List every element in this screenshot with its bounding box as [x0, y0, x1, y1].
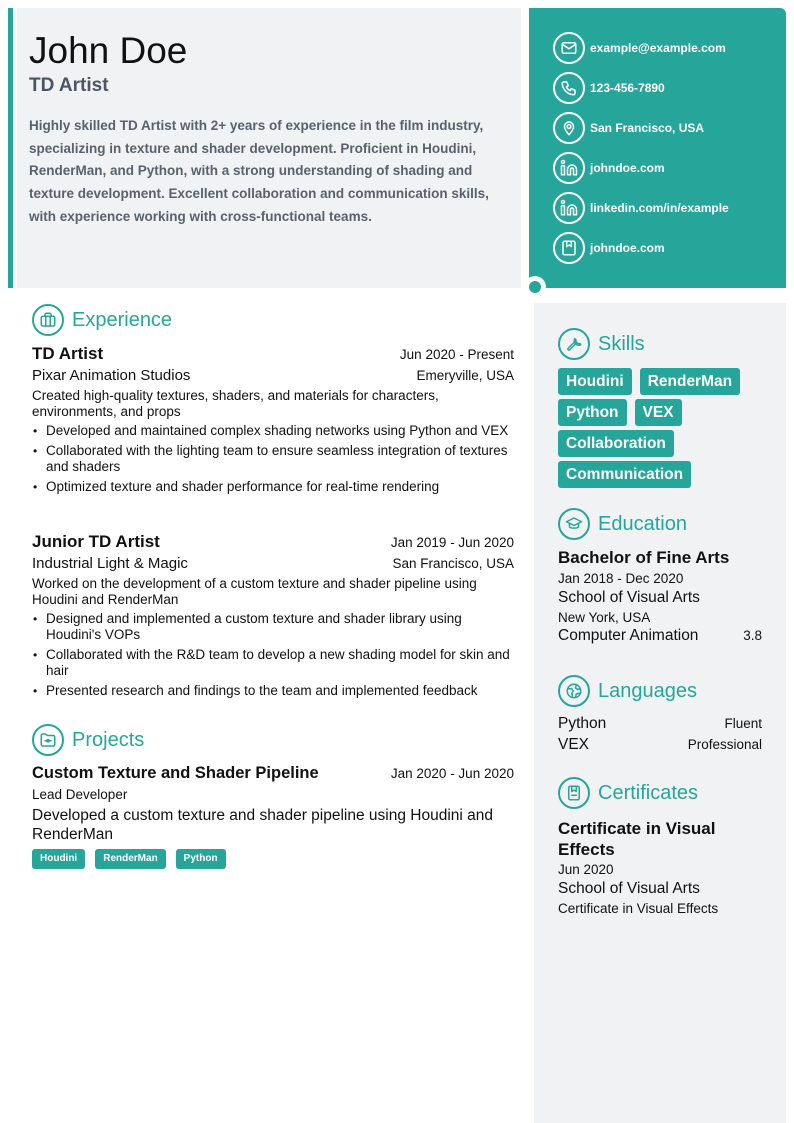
briefcase-icon [32, 304, 64, 336]
education-title: Education [598, 512, 687, 535]
job-company: Pixar Animation Studios [32, 367, 191, 384]
job-date: Jan 2019 - Jun 2020 [390, 535, 514, 550]
job-company: Industrial Light & Magic [32, 555, 188, 572]
job-title: Junior TD Artist [32, 532, 160, 551]
certificate-subtitle: Certificate in Visual Effects [558, 901, 719, 916]
portfolio-icon [553, 232, 585, 264]
education-degree: Bachelor of Fine Arts [558, 548, 730, 567]
project-title: Custom Texture and Shader Pipeline [32, 764, 319, 782]
contact-linkedin[interactable] [553, 192, 729, 224]
certificate-issuer: School of Visual Arts [558, 880, 700, 897]
list-item: • Presented research and findings to the team and implemented feedback [32, 683, 514, 699]
skills-list [558, 368, 762, 492]
candidate-name: John Doe [29, 30, 188, 71]
project-date: Jan 2020 - Jun 2020 [390, 766, 514, 781]
header-summary-panel [17, 8, 521, 288]
projects-title: Projects [72, 728, 145, 751]
languages-list [558, 715, 762, 757]
education-field: Computer Animation [558, 627, 699, 644]
contact-portfolio[interactable] [553, 232, 729, 264]
contact-email[interactable] [553, 32, 729, 64]
phone-icon [553, 72, 585, 104]
contact-email-text: example@example.com [590, 41, 726, 55]
contact-website-text: johndoe.com [590, 161, 665, 175]
list-item: • Collaborated with the lighting team to ensure seamless integration of textures and shaders [32, 443, 514, 475]
projects-heading [32, 724, 144, 756]
contact-location [553, 112, 729, 144]
profile-summary: Highly skilled TD Artist with 2+ years of experience in the film industry, specializing in texture and shader development. Proficient in Houdini, RenderMan, and Python, with a strong understanding of shading and texture development. Excellent collaboration and communication skills, with experience working with cross-functional teams. [29, 118, 489, 224]
project-tag: Python [176, 849, 226, 869]
language-level: Professional [687, 737, 762, 752]
folder-icon [32, 724, 64, 756]
job-title: TD Artist [32, 344, 104, 363]
wrench-icon [558, 328, 590, 360]
project-tag: RenderMan [95, 849, 165, 869]
languages-title: Languages [598, 679, 697, 702]
project-tags [32, 849, 514, 869]
certificates-title: Certificates [598, 781, 699, 804]
job-location: Emeryville, USA [416, 368, 514, 383]
contact-list [553, 32, 729, 272]
timeline-dot [529, 281, 541, 293]
certificate-item [558, 818, 762, 916]
contact-location-text: San Francisco, USA [590, 121, 705, 135]
education-school: School of Visual Arts [558, 589, 700, 606]
list-item: • Collaborated with the R&D team to develop a new shading model for skin and hair [32, 647, 514, 679]
education-location: New York, USA [558, 610, 651, 625]
contact-panel [529, 8, 786, 288]
skill-tag: Houdini [558, 368, 632, 395]
certificates-heading [558, 777, 698, 809]
language-name: Python [558, 715, 607, 732]
education-item [558, 548, 762, 645]
experience-title: Experience [72, 308, 173, 331]
language-level: Fluent [724, 716, 762, 731]
contact-website[interactable] [553, 152, 729, 184]
experience-item [32, 532, 514, 703]
globe-icon [558, 675, 590, 707]
certificate-date: Jun 2020 [558, 862, 614, 877]
project-item [32, 764, 514, 869]
language-row [558, 715, 762, 733]
skill-tag: VEX [635, 399, 682, 426]
education-gpa: 3.8 [743, 628, 762, 643]
experience-item [32, 344, 514, 499]
skill-tag: Collaboration [558, 430, 674, 457]
language-row [558, 736, 762, 754]
graduation-cap-icon [558, 508, 590, 540]
skill-tag: Python [558, 399, 627, 426]
education-heading [558, 508, 687, 540]
job-summary: Worked on the development of a custom texture and shader pipeline using Houdini and RenderMan [32, 576, 477, 607]
skill-tag: RenderMan [640, 368, 740, 395]
job-location: San Francisco, USA [392, 556, 514, 571]
list-item: • Developed and maintained complex shading networks using Python and VEX [32, 423, 514, 439]
experience-heading [32, 304, 172, 336]
mail-icon [553, 32, 585, 64]
contact-phone-text: 123-456-7890 [590, 81, 665, 95]
accent-bar [8, 8, 13, 288]
linkedin-icon [553, 152, 585, 184]
contact-linkedin-text: linkedin.com/in/example [590, 201, 729, 215]
job-summary: Created high-quality textures, shaders, and materials for characters, environments, and props [32, 388, 439, 419]
language-name: VEX [558, 736, 590, 753]
skills-heading [558, 328, 645, 360]
certificate-icon [558, 777, 590, 809]
contact-portfolio-text: johndoe.com [590, 241, 665, 255]
job-date: Jun 2020 - Present [399, 347, 514, 362]
job-bullets [32, 423, 514, 495]
education-date: Jan 2018 - Dec 2020 [558, 571, 684, 586]
project-role: Lead Developer [32, 787, 128, 802]
contact-phone[interactable] [553, 72, 729, 104]
languages-heading [558, 675, 697, 707]
linkedin-icon [553, 192, 585, 224]
skill-tag: Communication [558, 461, 691, 488]
location-icon [553, 112, 585, 144]
candidate-role: TD Artist [29, 75, 109, 96]
list-item: • Optimized texture and shader performance for real-time rendering [32, 479, 514, 495]
skills-title: Skills [598, 332, 645, 355]
job-bullets [32, 611, 514, 699]
list-item: • Designed and implemented a custom texture and shader library using Houdini's VOPs [32, 611, 514, 643]
project-description: Developed a custom texture and shader pipeline using Houdini and RenderMan [32, 807, 493, 843]
certificate-name: Certificate in Visual Effects [558, 819, 716, 859]
project-tag: Houdini [32, 849, 85, 869]
